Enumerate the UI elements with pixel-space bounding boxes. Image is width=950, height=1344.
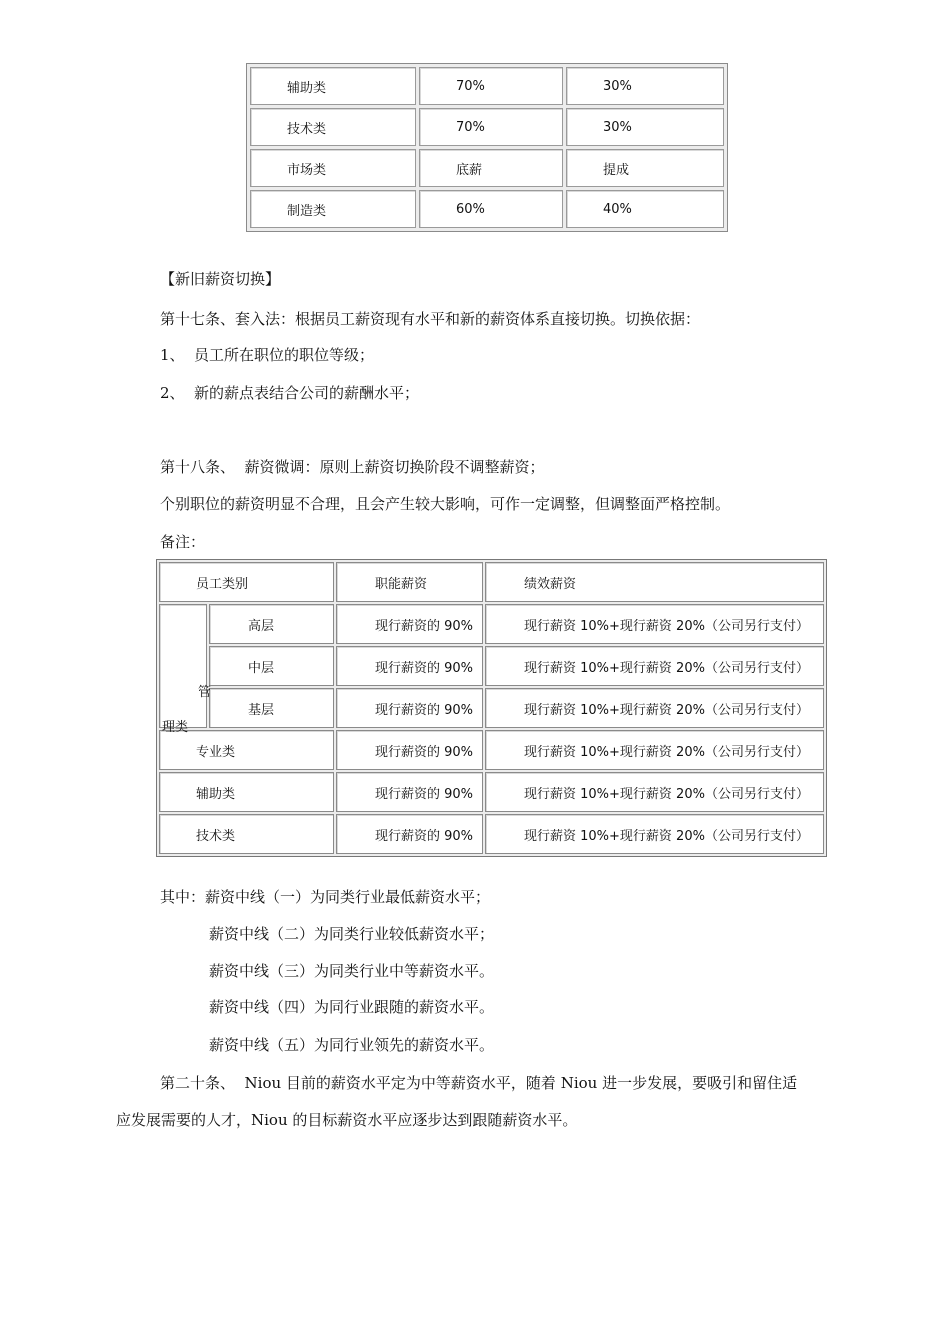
list-item-1	[160, 345, 375, 365]
note-line: 薪资中线（二）为同类行业较低薪资水平；	[209, 925, 495, 943]
performance-pay-cell: 现行薪资 10%+现行薪资 20%（公司另行支付）	[485, 646, 824, 686]
function-pay-cell: 现行薪资的 90%	[336, 772, 483, 812]
header-category: 员工类别	[159, 562, 334, 602]
performance-pay-cell: 现行薪资 10%+现行薪资 20%（公司另行支付）	[485, 688, 824, 728]
table-row	[250, 190, 724, 228]
article-20-line1: 第二十条、 Niou 目前的薪资水平定为中等薪资水平，随着 Niou 进一步发展，要吸引和留住适	[160, 1074, 798, 1092]
note-line: 薪资中线（四）为同行业跟随的薪资水平。	[209, 998, 495, 1016]
list-number: 2、	[160, 384, 185, 402]
header-function-pay: 职能薪资	[336, 562, 483, 602]
section-heading: 【新旧薪资切换】	[160, 270, 281, 288]
list-item-2	[160, 383, 420, 403]
function-pay-cell: 现行薪资的 90%	[336, 604, 483, 644]
performance-pay-cell: 现行薪资 10%+现行薪资 20%（公司另行支付）	[485, 604, 824, 644]
table-cell: 提成	[566, 149, 724, 187]
table-row	[159, 772, 824, 812]
list-number: 1、	[160, 346, 185, 364]
level-cell: 高层	[209, 604, 334, 644]
management-label-part2: 理类	[162, 720, 189, 735]
table-row	[250, 149, 724, 187]
category-cell: 辅助类	[159, 772, 334, 812]
table-cell: 技术类	[250, 108, 416, 146]
table-cell: 70%	[419, 108, 563, 146]
performance-pay-cell: 现行薪资 10%+现行薪资 20%（公司另行支付）	[485, 730, 824, 770]
note-line: 其中：薪资中线（一）为同类行业最低薪资水平；	[160, 888, 491, 906]
ratio-table	[246, 63, 728, 232]
category-cell: 专业类	[159, 730, 334, 770]
level-cell: 基层	[209, 688, 334, 728]
remarks-label: 备注：	[160, 533, 206, 551]
remarks-table	[156, 559, 827, 857]
management-category-cell	[159, 604, 212, 735]
table-row	[159, 688, 824, 728]
table-header-row	[159, 562, 824, 602]
article-17: 第十七条、套入法：根据员工薪资现有水平和新的薪资体系直接切换。切换依据：	[160, 310, 701, 328]
table-row	[250, 67, 724, 105]
table-cell: 制造类	[250, 190, 416, 228]
list-text: 新的薪点表结合公司的薪酬水平；	[194, 384, 420, 402]
list-text: 员工所在职位的职位等级；	[194, 346, 375, 364]
note-line: 薪资中线（三）为同类行业中等薪资水平。	[209, 962, 495, 980]
table-cell: 40%	[566, 190, 724, 228]
performance-pay-cell: 现行薪资 10%+现行薪资 20%（公司另行支付）	[485, 772, 824, 812]
article-20-line2: 应发展需要的人才，Niou 的目标薪资水平应逐步达到跟随薪资水平。	[116, 1111, 578, 1129]
management-label-part1: 管	[198, 685, 212, 700]
function-pay-cell: 现行薪资的 90%	[336, 646, 483, 686]
table-row	[250, 108, 724, 146]
table-row	[159, 646, 824, 686]
article-18-detail: 个别职位的薪资明显不合理，且会产生较大影响，可作一定调整，但调整面严格控制。	[160, 495, 731, 513]
header-performance-pay: 绩效薪资	[485, 562, 824, 602]
level-cell: 中层	[209, 646, 334, 686]
function-pay-cell: 现行薪资的 90%	[336, 814, 483, 854]
article-18: 第十八条、 薪资微调：原则上薪资切换阶段不调整薪资；	[160, 458, 545, 476]
table-cell: 30%	[566, 108, 724, 146]
function-pay-cell: 现行薪资的 90%	[336, 730, 483, 770]
function-pay-cell: 现行薪资的 90%	[336, 688, 483, 728]
table-row	[159, 730, 824, 770]
category-cell: 技术类	[159, 814, 334, 854]
table-cell: 底薪	[419, 149, 563, 187]
table-cell: 70%	[419, 67, 563, 105]
table-cell: 30%	[566, 67, 724, 105]
table-row	[159, 814, 824, 854]
table-cell: 辅助类	[250, 67, 416, 105]
note-line: 薪资中线（五）为同行业领先的薪资水平。	[209, 1036, 495, 1054]
table-row	[159, 604, 824, 644]
performance-pay-cell: 现行薪资 10%+现行薪资 20%（公司另行支付）	[485, 814, 824, 854]
table-cell: 60%	[419, 190, 563, 228]
table-cell: 市场类	[250, 149, 416, 187]
